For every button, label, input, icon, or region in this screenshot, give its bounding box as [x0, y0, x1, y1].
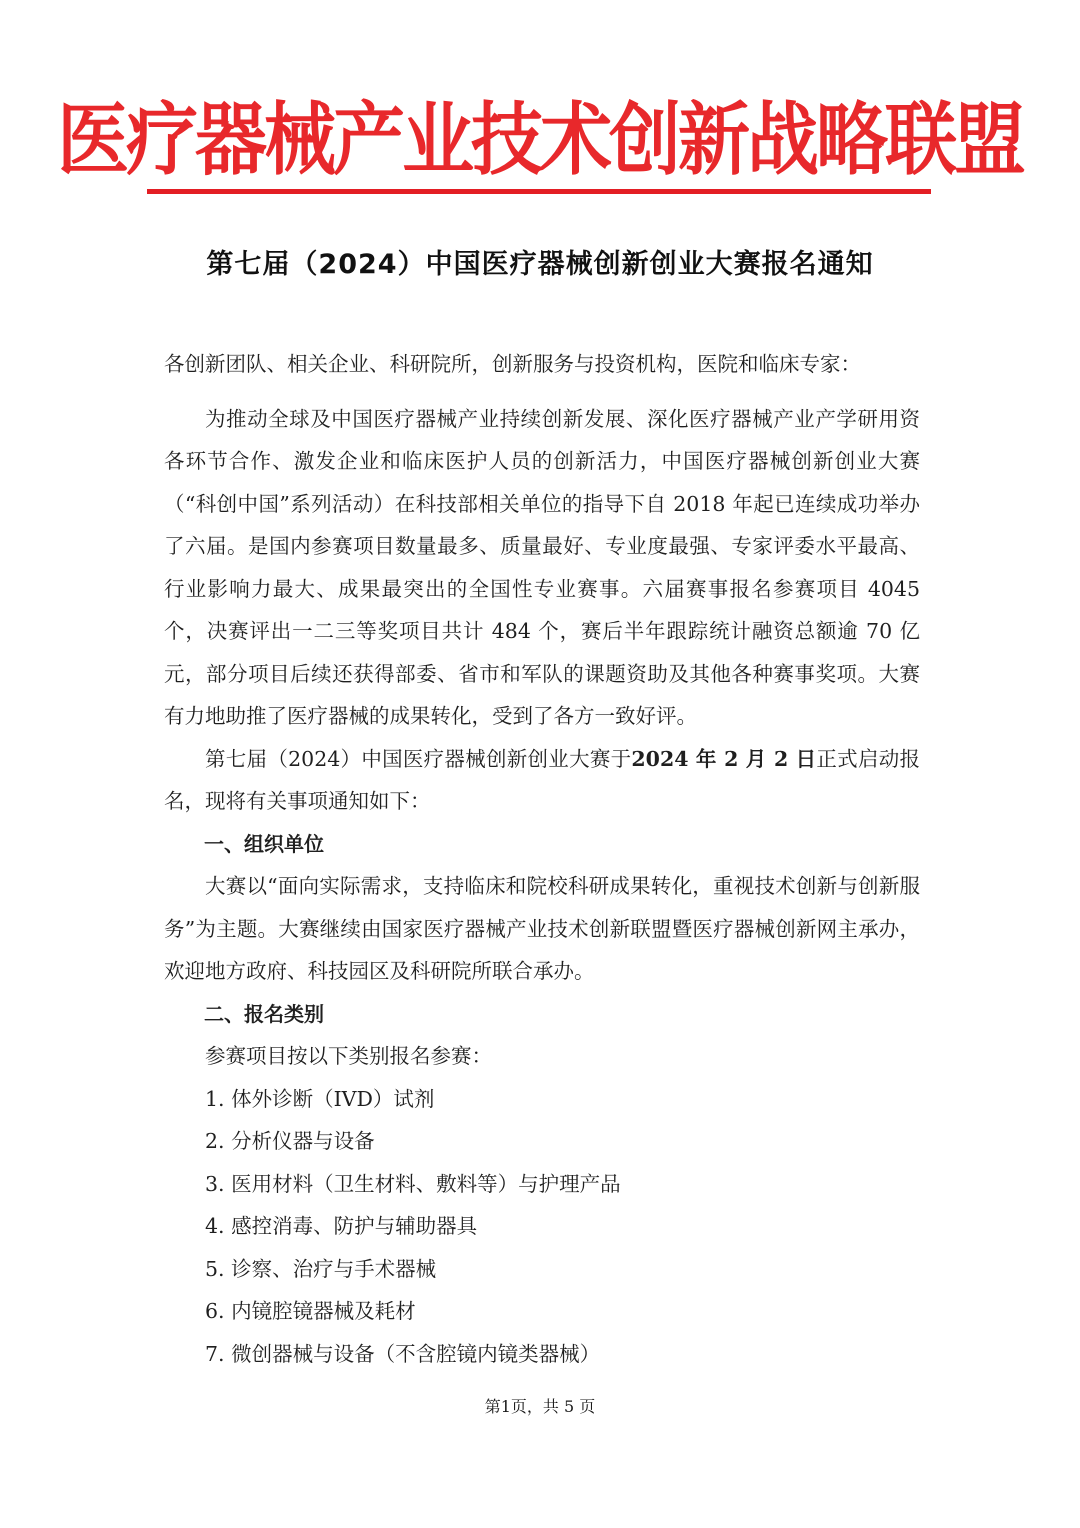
organizers-paragraph: 大赛以“面向实际需求，支持临床和院校科研成果转化，重视技术创新与创新服务”为主题。大赛继续由国家医疗器械产业技术创新联盟暨医疗器械创新网主承办，欢迎地方政府、科技园区及科研院所联合承办。	[164, 874, 920, 983]
category-item: 7. 微创器械与设备（不含腔镜内镜类器械）	[205, 1341, 601, 1366]
letterhead-divider	[147, 189, 931, 194]
organization-name: 医疗器械产业技术创新战略联盟	[57, 93, 1024, 186]
page-number-footer: 第1页，共 5 页	[484, 1397, 596, 1416]
category-item: 5. 诊察、治疗与手术器械	[205, 1256, 437, 1281]
document-body	[164, 343, 920, 1375]
category-item: 2. 分析仪器与设备	[205, 1129, 375, 1153]
category-item: 4. 感控消毒、防护与辅助器具	[205, 1214, 478, 1238]
intro-paragraph: 为推动全球及中国医疗器械产业持续创新发展、深化医疗器械产业产学研用资各环节合作、激发企业和临床医护人员的创新活力，中国医疗器械创新创业大赛（“科创中国”系列活动）在科技部相关单位的指导下自 2018 年起已连续成功举办了六届。是国内参赛项目数量最多、质量最好、专业度最强、专家评委水平最高、行业影响力最大、成果最突出的全国性专业赛事。六届赛事报名参赛项目 4045 个，决赛评出一二三等奖项目共计 484 个，赛后半年跟踪统计融资总额逾 70 亿元，部分项目后续还获得部委、省市和军队的课题资助及其他各种赛事奖项。大赛有力地助推了医疗器械的成果转化，受到了各方一致好评。	[164, 406, 920, 728]
category-item: 6. 内镜腔镜器械及耗材	[205, 1299, 416, 1323]
category-item: 1. 体外诊断（IVD）试剂	[205, 1086, 435, 1111]
section-heading-categories: 二、报名类别	[204, 1001, 324, 1026]
launch-paragraph	[164, 738, 920, 823]
letterhead	[57, 78, 1024, 188]
launch-date: 2024 年 2 月 2 日	[631, 746, 817, 771]
section-heading-organizers: 一、组织单位	[204, 831, 324, 856]
categories-intro: 参赛项目按以下类别报名参赛：	[205, 1044, 492, 1068]
salutation: 各创新团队、相关企业、科研院所，创新服务与投资机构，医院和临床专家：	[164, 352, 861, 376]
category-item: 3. 医用材料（卫生材料、敷料等）与护理产品	[205, 1171, 621, 1196]
document-title: 第七届（2024）中国医疗器械创新创业大赛报名通知	[206, 249, 874, 280]
launch-text-after: 正式启动报名，现将有关事项通知如下：	[164, 746, 921, 813]
launch-text-before: 第七届（2024）中国医疗器械创新创业大赛于	[205, 746, 632, 771]
